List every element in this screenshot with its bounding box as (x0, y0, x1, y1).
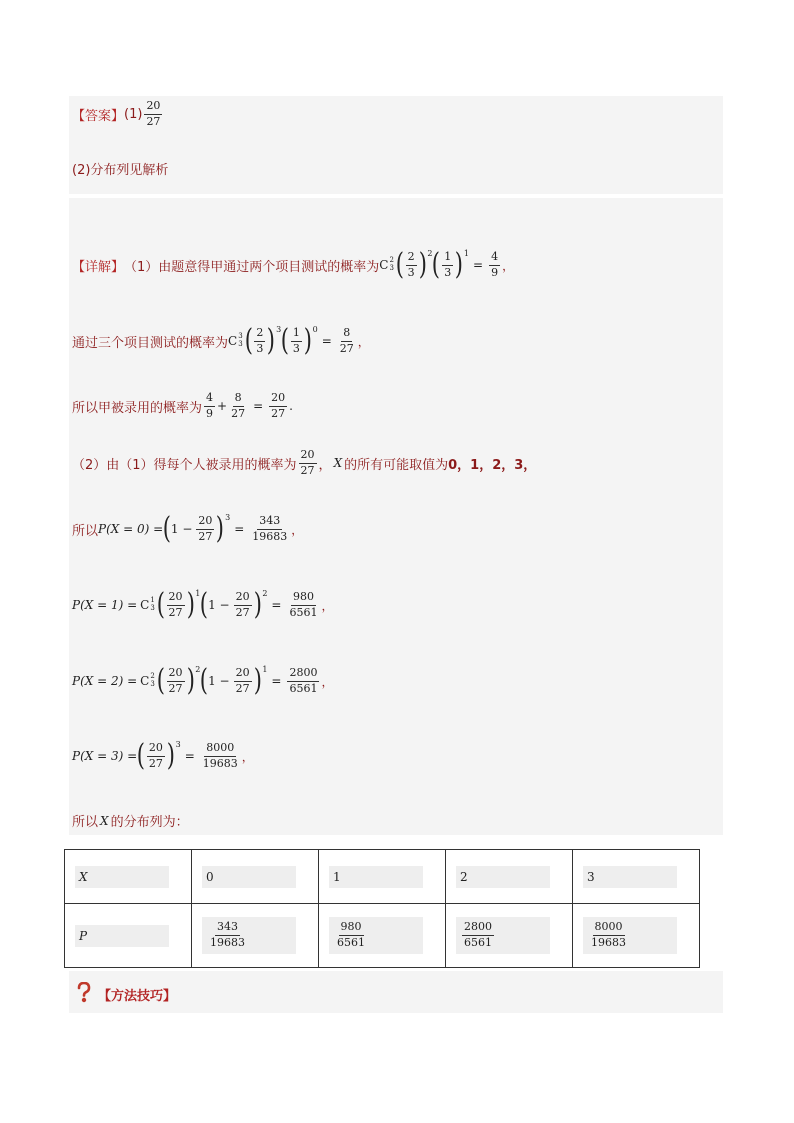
table-cell: $\frac{980}{6561}$ (329, 917, 423, 953)
distribution-table (64, 849, 700, 968)
table-cell: 3 (583, 866, 677, 888)
answer-line-1 (72, 100, 164, 128)
table-cell: $\frac{343}{19683}$ (202, 917, 296, 953)
detail-line-3: 所以甲被录用的概率为 $\frac{4}{9}$ + $\frac{8}{27}$ = $\frac{20}{27}$ . (72, 391, 293, 420)
formula-p3: P(X = 3) = ( $\frac{20}{27}$ ) 3 = $\frac{8000}{19683}$ ， (72, 738, 254, 773)
detail-line-2: 通过三个项目测试的概率为 C 3 3 ( $\frac{2}{3}$ ) 3 ( $\frac{1}{3}$ ) 0 = $\frac{8}{27}$ ， (72, 323, 370, 358)
detail-tag: 【详解】 (72, 259, 125, 275)
table-cell: $\frac{2800}{6561}$ (456, 917, 550, 953)
formula-1: C 2 3 ( $\frac{2}{3}$ ) 2 ( $\frac{1}{3}$ ) 1 = $\frac{4}{9}$ ， (379, 247, 515, 282)
question-mark-icon (76, 982, 92, 1004)
detail-line-4: （2）由（1）得每个人被录用的概率为 $\frac{20}{27}$ ， X 的所有可能取值为 0，1，2，3， (72, 448, 537, 477)
table-header-p: P (75, 925, 169, 947)
table-cell: 1 (329, 866, 423, 888)
answer-line-2: (2)分布列见解析 (72, 163, 169, 178)
table-header-x: X (75, 866, 169, 888)
method-tips-title: 【方法技巧】 (98, 989, 177, 1004)
formula-p2: P(X = 2) = C 2 3 ( $\frac{20}{27}$ ) 2 ( 1 − $\frac{20}{27}$ ) 1 = $\frac{2800}{6561}$ ， (72, 663, 334, 698)
formula-2: C 3 3 ( $\frac{2}{3}$ ) 3 ( $\frac{1}{3}$ ) 0 = $\frac{8}{27}$ ， (228, 323, 370, 358)
answer-part1: (1) (124, 106, 143, 122)
table-cell: $\frac{8000}{19683}$ (583, 917, 677, 953)
answer-block (69, 96, 723, 194)
table-cell: 0 (202, 866, 296, 888)
formula-p1: P(X = 1) = C 1 3 ( $\frac{20}{27}$ ) 1 ( 1 − $\frac{20}{27}$ ) 2 = $\frac{980}{6561}$ ， (72, 587, 334, 622)
table-row (65, 850, 700, 904)
formula-3: $\frac{4}{9}$ + $\frac{8}{27}$ = $\frac{20}{27}$ . (206, 391, 293, 420)
formula-p0: 所以 P(X = 0) = ( 1 − $\frac{20}{27}$ ) 3 = $\frac{343}{19683}$ ， (72, 511, 304, 546)
distribution-intro: 所以 X 的分布列为： (72, 813, 189, 830)
answer-fraction: $\frac{20}{27}$ (146, 99, 161, 128)
detail-line-1: 【详解】 （1）由题意得甲通过两个项目测试的概率为 C 2 3 ( $\frac{2}{3}$ ) 2 ( $\frac{1}{3}$ ) 1 = $\frac{4}{9}$ ， (72, 247, 515, 282)
table-cell: 2 (456, 866, 550, 888)
answer-tag: 【答案】 (72, 108, 125, 124)
table-row (65, 904, 700, 968)
